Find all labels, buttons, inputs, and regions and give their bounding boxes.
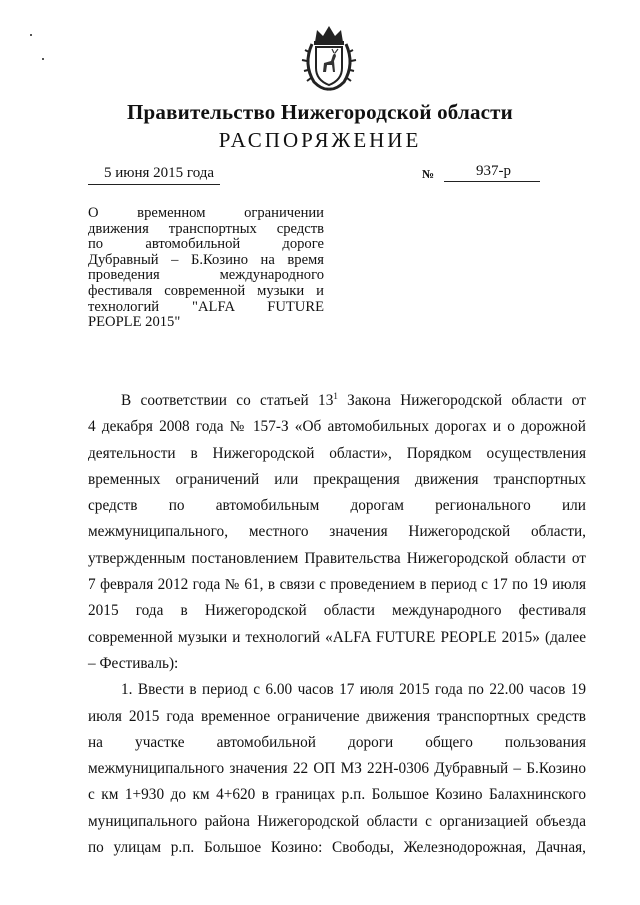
subject-line: движения транспортных средств [88, 220, 324, 237]
body-text: В соответствии со статьей 13 [121, 392, 334, 409]
body-line: июля 2015 года временное ограничение движения транспортных средств [88, 707, 586, 725]
body-line: межмуниципального, местного значения Нижегородской области, [88, 523, 586, 541]
body-line: средств по автомобильным дорогам регионального или [88, 497, 586, 515]
document-body [88, 388, 586, 861]
body-line [88, 388, 586, 414]
subject-line: фестиваля современной музыки и [88, 282, 324, 299]
subject-line: технологий "ALFA FUTURE [88, 298, 324, 315]
body-line: межмуниципального значения 22 ОП МЗ 22Н-0306 Дубравный – Б.Козино [88, 760, 586, 778]
body-line: деятельности в Нижегородской области», Порядком осуществления [88, 444, 586, 462]
subject-line: по автомобильной дороге [88, 236, 324, 253]
body-line: 7 февраля 2012 года № 61, в связи с проведением в период с 17 по 19 июля [88, 576, 586, 594]
body-line: муниципального района Нижегородской области с организацией объезда [88, 812, 586, 830]
body-line: – Фестиваль): [88, 654, 179, 672]
body-line: 1. Ввести в период с 6.00 часов 17 июля 2015 года по 22.00 часов 19 [121, 681, 586, 699]
article-superscript: 1 [333, 391, 338, 401]
scan-speck [30, 34, 32, 36]
subject-line: Дубравный – Б.Козино на время [88, 251, 324, 268]
scan-speck [42, 58, 44, 60]
body-line: 4 декабря 2008 года № 157-З «Об автомобильных дорогах и о дорожной [88, 418, 586, 436]
body-line: современной музыки и технологий «ALFA FUTURE PEOPLE 2015» (далее [88, 628, 586, 646]
subject-line: проведения международного [88, 267, 324, 284]
body-line: по улицам р.п. Большое Козино: Свободы, Железнодорожная, Дачная, [88, 839, 586, 857]
subject-line: PEOPLE 2015" [88, 314, 181, 331]
document-number: 937-р [476, 163, 511, 179]
document-date: 5 июня 2015 года [104, 165, 215, 181]
government-title: Правительство Нижегородской области [127, 100, 513, 124]
body-line: 2015 года в Нижегородской области международного фестиваля [88, 602, 586, 620]
coat-of-arms-emblem [298, 20, 360, 92]
body-text: Закона Нижегородской области от [337, 392, 586, 409]
body-line: утвержденным постановлением Правительства Нижегородской области от [88, 549, 586, 567]
number-sign: № [422, 167, 435, 181]
body-line: временных ограничений или прекращения движения транспортных [88, 470, 586, 488]
subject-line: О временном ограничении [88, 205, 324, 221]
body-line: с км 1+930 до км 4+620 в границах р.п. Большое Козино Балахнинского [88, 786, 586, 804]
body-line: на участке автомобильной дороги общего пользования [88, 733, 586, 751]
date-underline [88, 184, 220, 185]
number-underline [444, 181, 540, 182]
document-type: РАСПОРЯЖЕНИЕ [218, 128, 422, 152]
document-subject [88, 206, 324, 331]
